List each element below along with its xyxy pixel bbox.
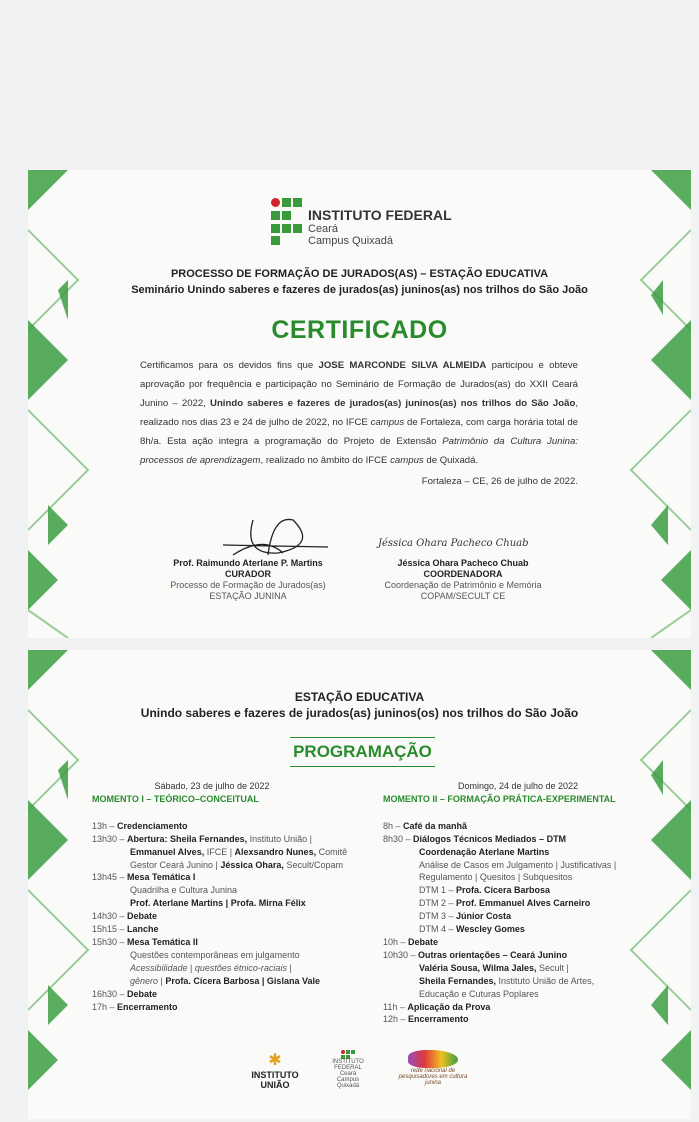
event-name: Unindo saberes e fazeres de jurados(as) juninos(as) nos trilhos do São João [210,398,576,409]
ifce-logo-mark [271,198,302,247]
rede-logo: rede nacional de pesquisadores em cultura junina [393,1050,473,1086]
day1-moment: MOMENTO I – TEÓRICO–CONCEITUAL [92,793,259,804]
day2-date: Domingo, 24 de julho de 2022 [457,781,579,791]
program-title: PROGRAMAÇÃO [290,737,435,767]
day2-schedule: Domingo, 24 de julho de 2022 MOMENTO II – FORMAÇÃO PRÁTICA-EXPERIMENTAL 8h – Café da manhã 8h30 – Diálogos Técnicos Mediados – DTM Coordenação Aterlane Martins Análise de Casos em Julgamento | Justificativas | Regulamento | Quesitos | Subquesitos DTM 1 – Profa. Cícera Barbosa DTM 2 – Prof. Emmanuel Alves Carneiro DTM 3 – Júnior Costa DTM 4 – Wescley Gomes 10h – Debate 10h30 – Outras orientações – Ceará Junino Valéria Sousa, Wilma Jales, Secult | Sheila Fernandes, Instituto União de Artes, Educação e Cuturas Poplares 11h – Aplicação da Prova 12h – Encerramento [383,780,653,1026]
logo-state: Ceará [308,223,338,235]
logo-title: INSTITUTO FEDERAL [308,207,452,223]
day1-date: Sábado, 23 de julho de 2022 [154,781,270,791]
program-heading: ESTAÇÃO EDUCATIVA [294,690,425,704]
ifce-footer-logo: INSTITUTO FEDERAL Ceará Campus Quixadá [328,1050,368,1089]
issue-date: Fortaleza – CE, 26 de julho de 2022. [421,476,578,487]
day2-moment: MOMENTO II – FORMAÇÃO PRÁTICA-EXPERIMENTAL [383,793,616,804]
project-name: Patrimônio da Cultura Junina: processos de aprendizagem [140,436,578,466]
program-subheading: Unindo saberes e fazeres de jurados(as) juninos(os) nos trilhos do São João [140,706,579,720]
signature-coordenadora: Jéssica Ohara Pacheco Chuab [378,538,529,549]
uniao-logo: ✱ INSTITUTO UNIÃO [251,1052,299,1090]
heading-process: PROCESSO DE FORMAÇÃO DE JURADOS(AS) – ESTAÇÃO EDUCATIVA [170,268,549,280]
logo-campus: Campus Quixadá [308,235,393,247]
certificate-body: Certificamos para os devidos fins que JOSE MARCONDE SILVA ALMEIDA participou e obteve aprovação por frequência e participação no Seminário de Formação de Jurados(as) do XXII Ceará Junino – 2022, Unindo saberes e fazeres de jurados(as) juninos(as) nos trilhos do São João, realizado nos dias 23 e 24 de julho de 2022, no IFCE campus de Fortaleza, com carga horária total de 8h/a. Esta ação integra a programação do Projeto de Extensão Patrimônio da Cultura Junina: processos de aprendizagem, realizado no âmbito do IFCE campus de Quixadá. [140,360,579,466]
signature-block-coordenadora: Jéssica Ohara Pacheco Chuab COORDENADORA Coordenação de Patrimônio e Memória COPAM/SECULT CE [384,558,542,601]
heading-seminar: Seminário Unindo saberes e fazeres de jurados(as) juninos(as) nos trilhos do São João [131,284,588,296]
recipient-name: JOSE MARCONDE SILVA ALMEIDA [318,360,487,371]
certificate-text [140,356,578,491]
program-page [28,650,691,1119]
ifce-logo [271,198,452,247]
day1-schedule: Sábado, 23 de julho de 2022 MOMENTO I – TEÓRICO–CONCEITUAL 13h – Credenciamento 13h30 – Abertura: Sheila Fernandes, Instituto União | Emmanuel Alves, IFCE | Alexsandro Nunes, Comitê Gestor Ceará Junino | Jéssica Ohara, Secult/Copam 13h45 – Mesa Temática I Quadrilha e Cultura Junina Prof. Aterlane Martins | Profa. Mirna Félix 14h30 – Debate 15h15 – Lanche 15h30 – Mesa Temática II Questões contemporâneas em julgamento Acessibilidade | questões étnico-raciais | gênero | Profa. Cícera Barbosa | Gislana Vale 16h30 – Debate 17h – Encerramento [92,781,348,1012]
page-title: CERTIFICADO [271,316,448,344]
signature-block-curador: Prof. Raimundo Aterlane P. Martins CURADOR Processo de Formação de Jurados(as) ESTAÇÃO JUNINA [170,558,326,601]
certificate [28,170,691,638]
